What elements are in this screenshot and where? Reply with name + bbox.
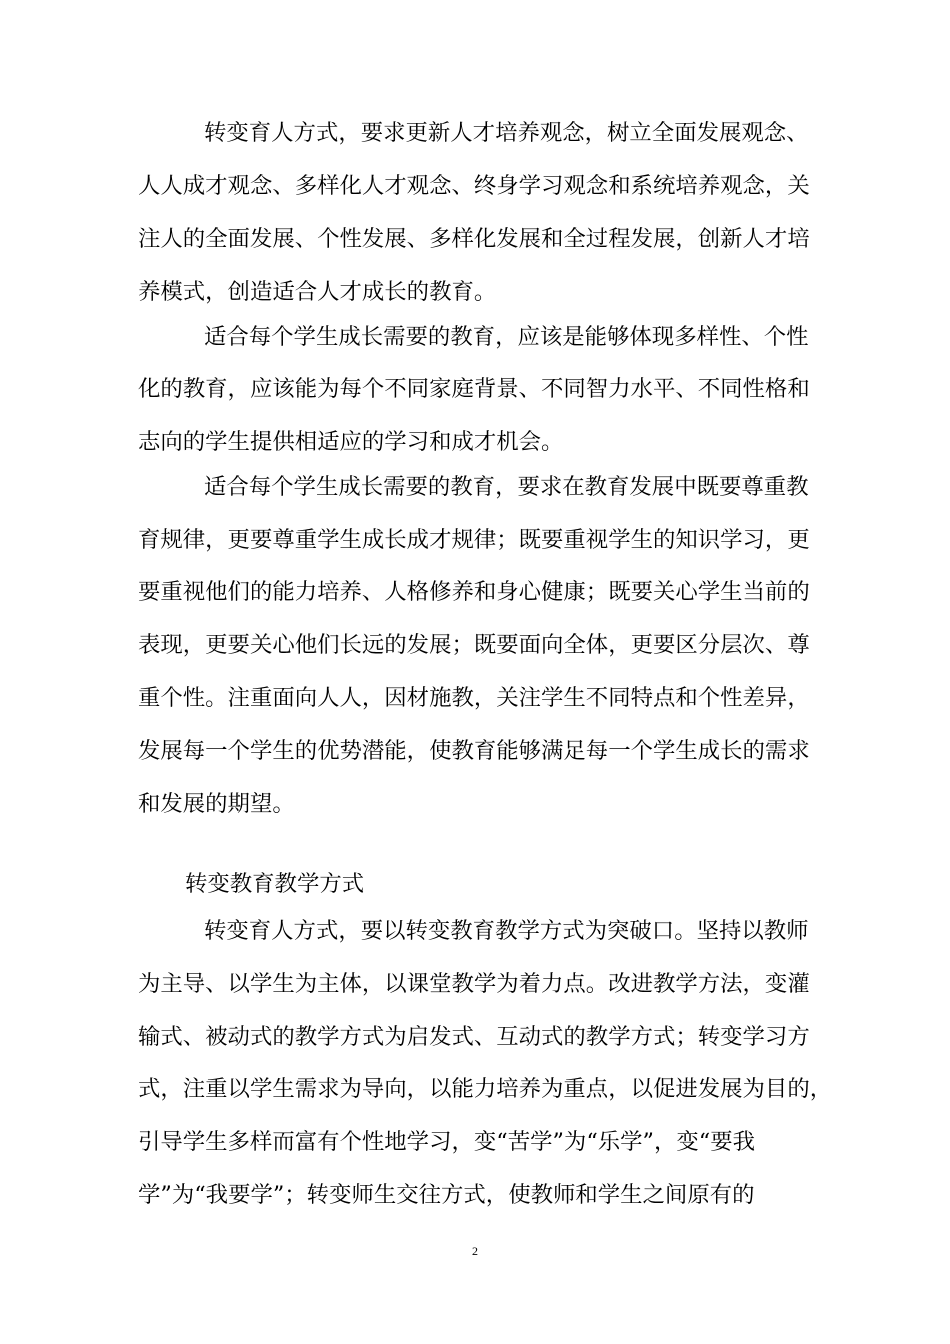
paragraph-1-line-4: 养模式，创造适合人才成长的教育。 bbox=[138, 279, 497, 305]
page-number: 2 bbox=[472, 1244, 478, 1258]
paragraph-3-line-5: 重个性。注重面向人人，因材施教，关注学生不同特点和个性差异， bbox=[138, 685, 810, 711]
paragraph-1-line-1: 转变育人方式，要求更新人才培养观念，树立全面发展观念、 bbox=[204, 120, 809, 146]
paragraph-2-line-2: 化的教育，应该能为每个不同家庭背景、不同智力水平、不同性格和 bbox=[138, 376, 810, 402]
paragraph-4-line-2: 为主导、以学生为主体，以课堂教学为着力点。改进教学方法，变灌 bbox=[138, 971, 810, 997]
paragraph-4-line-6: 学”为“我要学”；转变师生交往方式，使教师和学生之间原有的 bbox=[138, 1182, 755, 1208]
paragraph-3-line-6: 发展每一个学生的优势潜能，使教育能够满足每一个学生成长的需求 bbox=[138, 738, 810, 764]
paragraph-2-line-1: 适合每个学生成长需要的教育，应该是能够体现多样性、个性 bbox=[204, 324, 809, 350]
section-heading: 转变教育教学方式 bbox=[185, 871, 365, 897]
paragraph-4-line-5: 引导学生多样而富有个性地学习，变“苦学”为“乐学”，变“要我 bbox=[138, 1129, 755, 1155]
paragraph-4-line-3: 输式、被动式的教学方式为启发式、互动式的教学方式；转变学习方 bbox=[138, 1024, 810, 1050]
paragraph-3-line-4: 表现，更要关心他们长远的发展；既要面向全体，更要区分层次、尊 bbox=[138, 632, 810, 658]
paragraph-3-line-2: 育规律，更要尊重学生成长成才规律；既要重视学生的知识学习，更 bbox=[138, 527, 810, 553]
paragraph-1-line-3: 注人的全面发展、个性发展、多样化发展和全过程发展，创新人才培 bbox=[138, 226, 810, 252]
paragraph-3-line-7: 和发展的期望。 bbox=[138, 791, 295, 817]
paragraph-2-line-3: 志向的学生提供相适应的学习和成才机会。 bbox=[138, 429, 564, 455]
paragraph-3-line-1: 适合每个学生成长需要的教育，要求在教育发展中既要尊重教 bbox=[204, 474, 809, 500]
paragraph-3-line-3: 要重视他们的能力培养、人格修养和身心健康；既要关心学生当前的 bbox=[138, 579, 810, 605]
paragraph-4-line-1: 转变育人方式，要以转变教育教学方式为突破口。坚持以教师 bbox=[204, 918, 809, 944]
paragraph-1-line-2: 人人成才观念、多样化人才观念、终身学习观念和系统培养观念，关 bbox=[138, 173, 810, 199]
paragraph-4-line-4: 式，注重以学生需求为导向，以能力培养为重点，以促进发展为目的， bbox=[138, 1076, 833, 1102]
